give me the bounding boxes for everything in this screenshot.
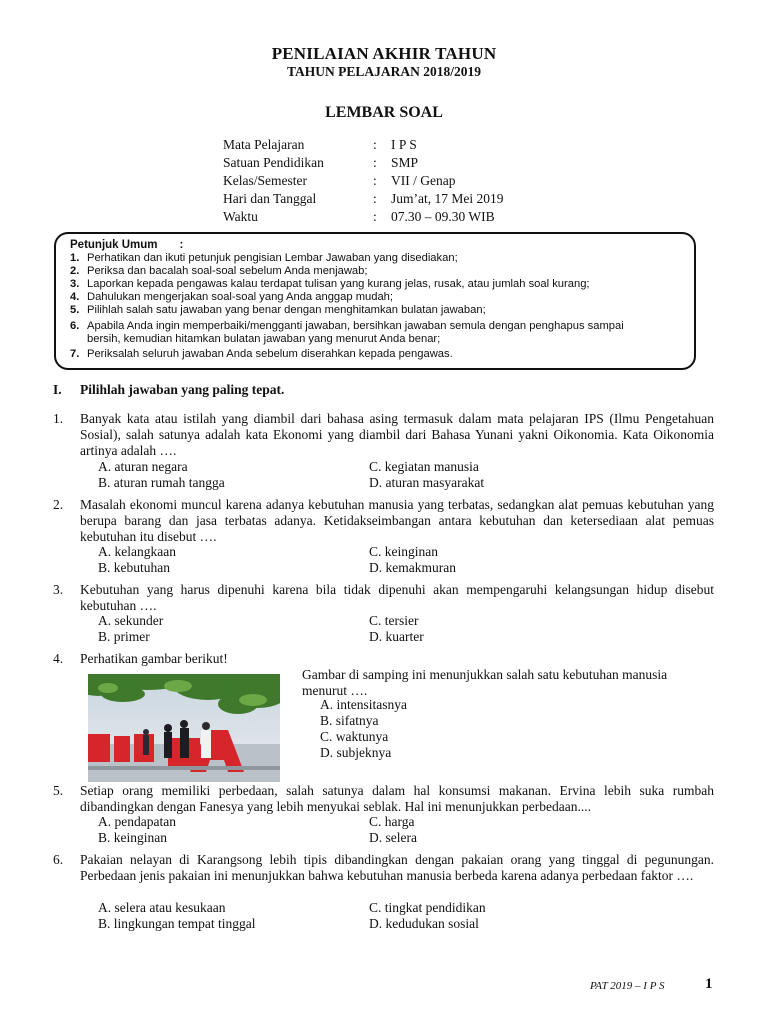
answer-option[interactable]: C. tingkat pendidikan xyxy=(369,900,486,915)
question-text: Pakaian nelayan di Karangsong lebih tipis dibandingkan dengan pakaian orang yang tinggal di pegunungan. Perbedaan jenis pakaian ini menunjukkan bahwa kebutuhan manusia berbeda karena adanya perbedaan faktor …. xyxy=(80,852,714,883)
question-side-text: Gambar di samping ini menunjukkan salah satu kebutuhan manusia menurut …. xyxy=(302,667,668,698)
answer-option[interactable]: B. sifatnya xyxy=(320,713,379,728)
instructions-box xyxy=(54,232,696,370)
answer-option[interactable]: B. primer xyxy=(98,629,150,644)
answer-option[interactable]: B. kebutuhan xyxy=(98,560,170,575)
section-heading: I. Pilihlah jawaban yang paling tepat. xyxy=(53,382,285,397)
answer-option[interactable]: C. kegiatan manusia xyxy=(369,459,479,474)
info-label: Satuan Pendidikan xyxy=(223,155,324,170)
info-value: VII / Genap xyxy=(391,173,456,188)
question-number: 6. xyxy=(53,852,64,867)
answer-option[interactable]: D. kemakmuran xyxy=(369,560,456,575)
instructions-heading: Petunjuk Umum : xyxy=(70,239,184,251)
question-photo xyxy=(88,674,280,782)
instruction-item: 2. Periksa dan bacalah soal-soal sebelum Anda menjawab; xyxy=(70,265,368,277)
question-number: 1. xyxy=(53,411,64,426)
sheet-title: LEMBAR SOAL xyxy=(325,104,443,121)
answer-option[interactable]: C. harga xyxy=(369,814,415,829)
answer-option[interactable]: D. aturan masyarakat xyxy=(369,475,485,490)
question-text: Kebutuhan yang harus dipenuhi karena bila tidak dipenuhi akan mempengaruhi kelangsungan hidup disebut kebutuhan …. xyxy=(80,582,714,613)
answer-option[interactable]: B. aturan rumah tangga xyxy=(98,475,225,490)
question-number: 2. xyxy=(53,497,64,512)
exam-title: PENILAIAN AKHIR TAHUN xyxy=(271,44,497,63)
question-text: Setiap orang memiliki perbedaan, salah satunya dalam hal konsumsi makanan. Ervina lebih suka rumbah dibandingkan dengan Fanesya yang lebih menyukai seblak. Hal ini menunjukkan perbedaan.... xyxy=(80,783,714,814)
info-label: Waktu xyxy=(223,209,258,224)
instruction-item-continuation: bersih, kemudian hitamkan bulatan jawaban yang menurut Anda benar; xyxy=(87,333,441,345)
answer-option[interactable]: A. intensitasnya xyxy=(320,697,407,712)
answer-option[interactable]: A. aturan negara xyxy=(98,459,188,474)
info-value: Jum’at, 17 Mei 2019 xyxy=(391,191,504,206)
answer-option[interactable]: A. selera atau kesukaan xyxy=(98,900,226,915)
info-value: 07.30 – 09.30 WIB xyxy=(391,209,495,224)
instruction-item: 5. Pilihlah salah satu jawaban yang benar dengan menghitamkan bulatan jawaban; xyxy=(70,304,486,316)
academic-year: TAHUN PELAJARAN 2018/2019 xyxy=(286,64,481,79)
question-text: Perhatikan gambar berikut! xyxy=(80,651,228,666)
answer-option[interactable]: A. pendapatan xyxy=(98,814,176,829)
question-text: Masalah ekonomi muncul karena adanya kebutuhan manusia yang terbatas, sedangkan alat pemuas kebutuhan yang berupa barang dan jasa terbatas adanya. Ketidakseimbangan antara kebutuhan dan ketersediaan alat pemuas kebutuhan itu disebut …. xyxy=(80,497,714,544)
answer-option[interactable]: D. kuarter xyxy=(369,629,424,644)
instruction-item: 7. Periksalah seluruh jawaban Anda sebelum diserahkan kepada pengawas. xyxy=(70,348,453,360)
info-label: Hari dan Tanggal xyxy=(223,191,317,206)
question-text: Banyak kata atau istilah yang diambil dari bahasa asing termasuk dalam mata pelajaran IPS (Ilmu Pengetahuan Sosial), salah satunya adalah kata Ekonomi yang diambil dari Bahasa Yunani yakni Oikonomia. Kata Oikonomia artinya adalah …. xyxy=(80,411,714,458)
question-number: 3. xyxy=(53,582,64,597)
info-value: I P S xyxy=(391,137,417,152)
answer-option[interactable]: C. keinginan xyxy=(369,544,438,559)
info-label: Mata Pelajaran xyxy=(223,137,305,152)
instruction-item: 4. Dahulukan mengerjakan soal-soal yang Anda anggap mudah; xyxy=(70,291,394,303)
instruction-item: 1. Perhatikan dan ikuti petunjuk pengisian Lembar Jawaban yang disediakan; xyxy=(70,252,458,264)
info-label: Kelas/Semester xyxy=(223,173,307,188)
info-value: SMP xyxy=(391,155,419,170)
answer-option[interactable]: A. sekunder xyxy=(98,613,164,628)
answer-option[interactable]: C. waktunya xyxy=(320,729,389,744)
answer-option[interactable]: B. lingkungan tempat tinggal xyxy=(98,916,256,931)
answer-option[interactable]: D. kedudukan sosial xyxy=(369,916,479,931)
photo-illustration xyxy=(88,674,280,782)
answer-option[interactable]: A. kelangkaan xyxy=(98,544,176,559)
answer-option[interactable]: D. selera xyxy=(369,830,417,845)
page-footer: PAT 2019 – I P S xyxy=(590,980,665,992)
page-number: 1 xyxy=(705,976,713,992)
instruction-item: 6. Apabila Anda ingin memperbaiki/mengganti jawaban, bersihkan jawaban semula dengan penghapus sampai xyxy=(70,320,624,332)
answer-option[interactable]: B. keinginan xyxy=(98,830,167,845)
answer-option[interactable]: C. tersier xyxy=(369,613,419,628)
instruction-item: 3. Laporkan kepada pengawas kalau terdapat tulisan yang kurang jelas, rusak, atau jumlah soal kurang; xyxy=(70,278,590,290)
question-number: 4. xyxy=(53,651,64,666)
answer-option[interactable]: D. subjeknya xyxy=(320,745,392,760)
question-number: 5. xyxy=(53,783,64,798)
